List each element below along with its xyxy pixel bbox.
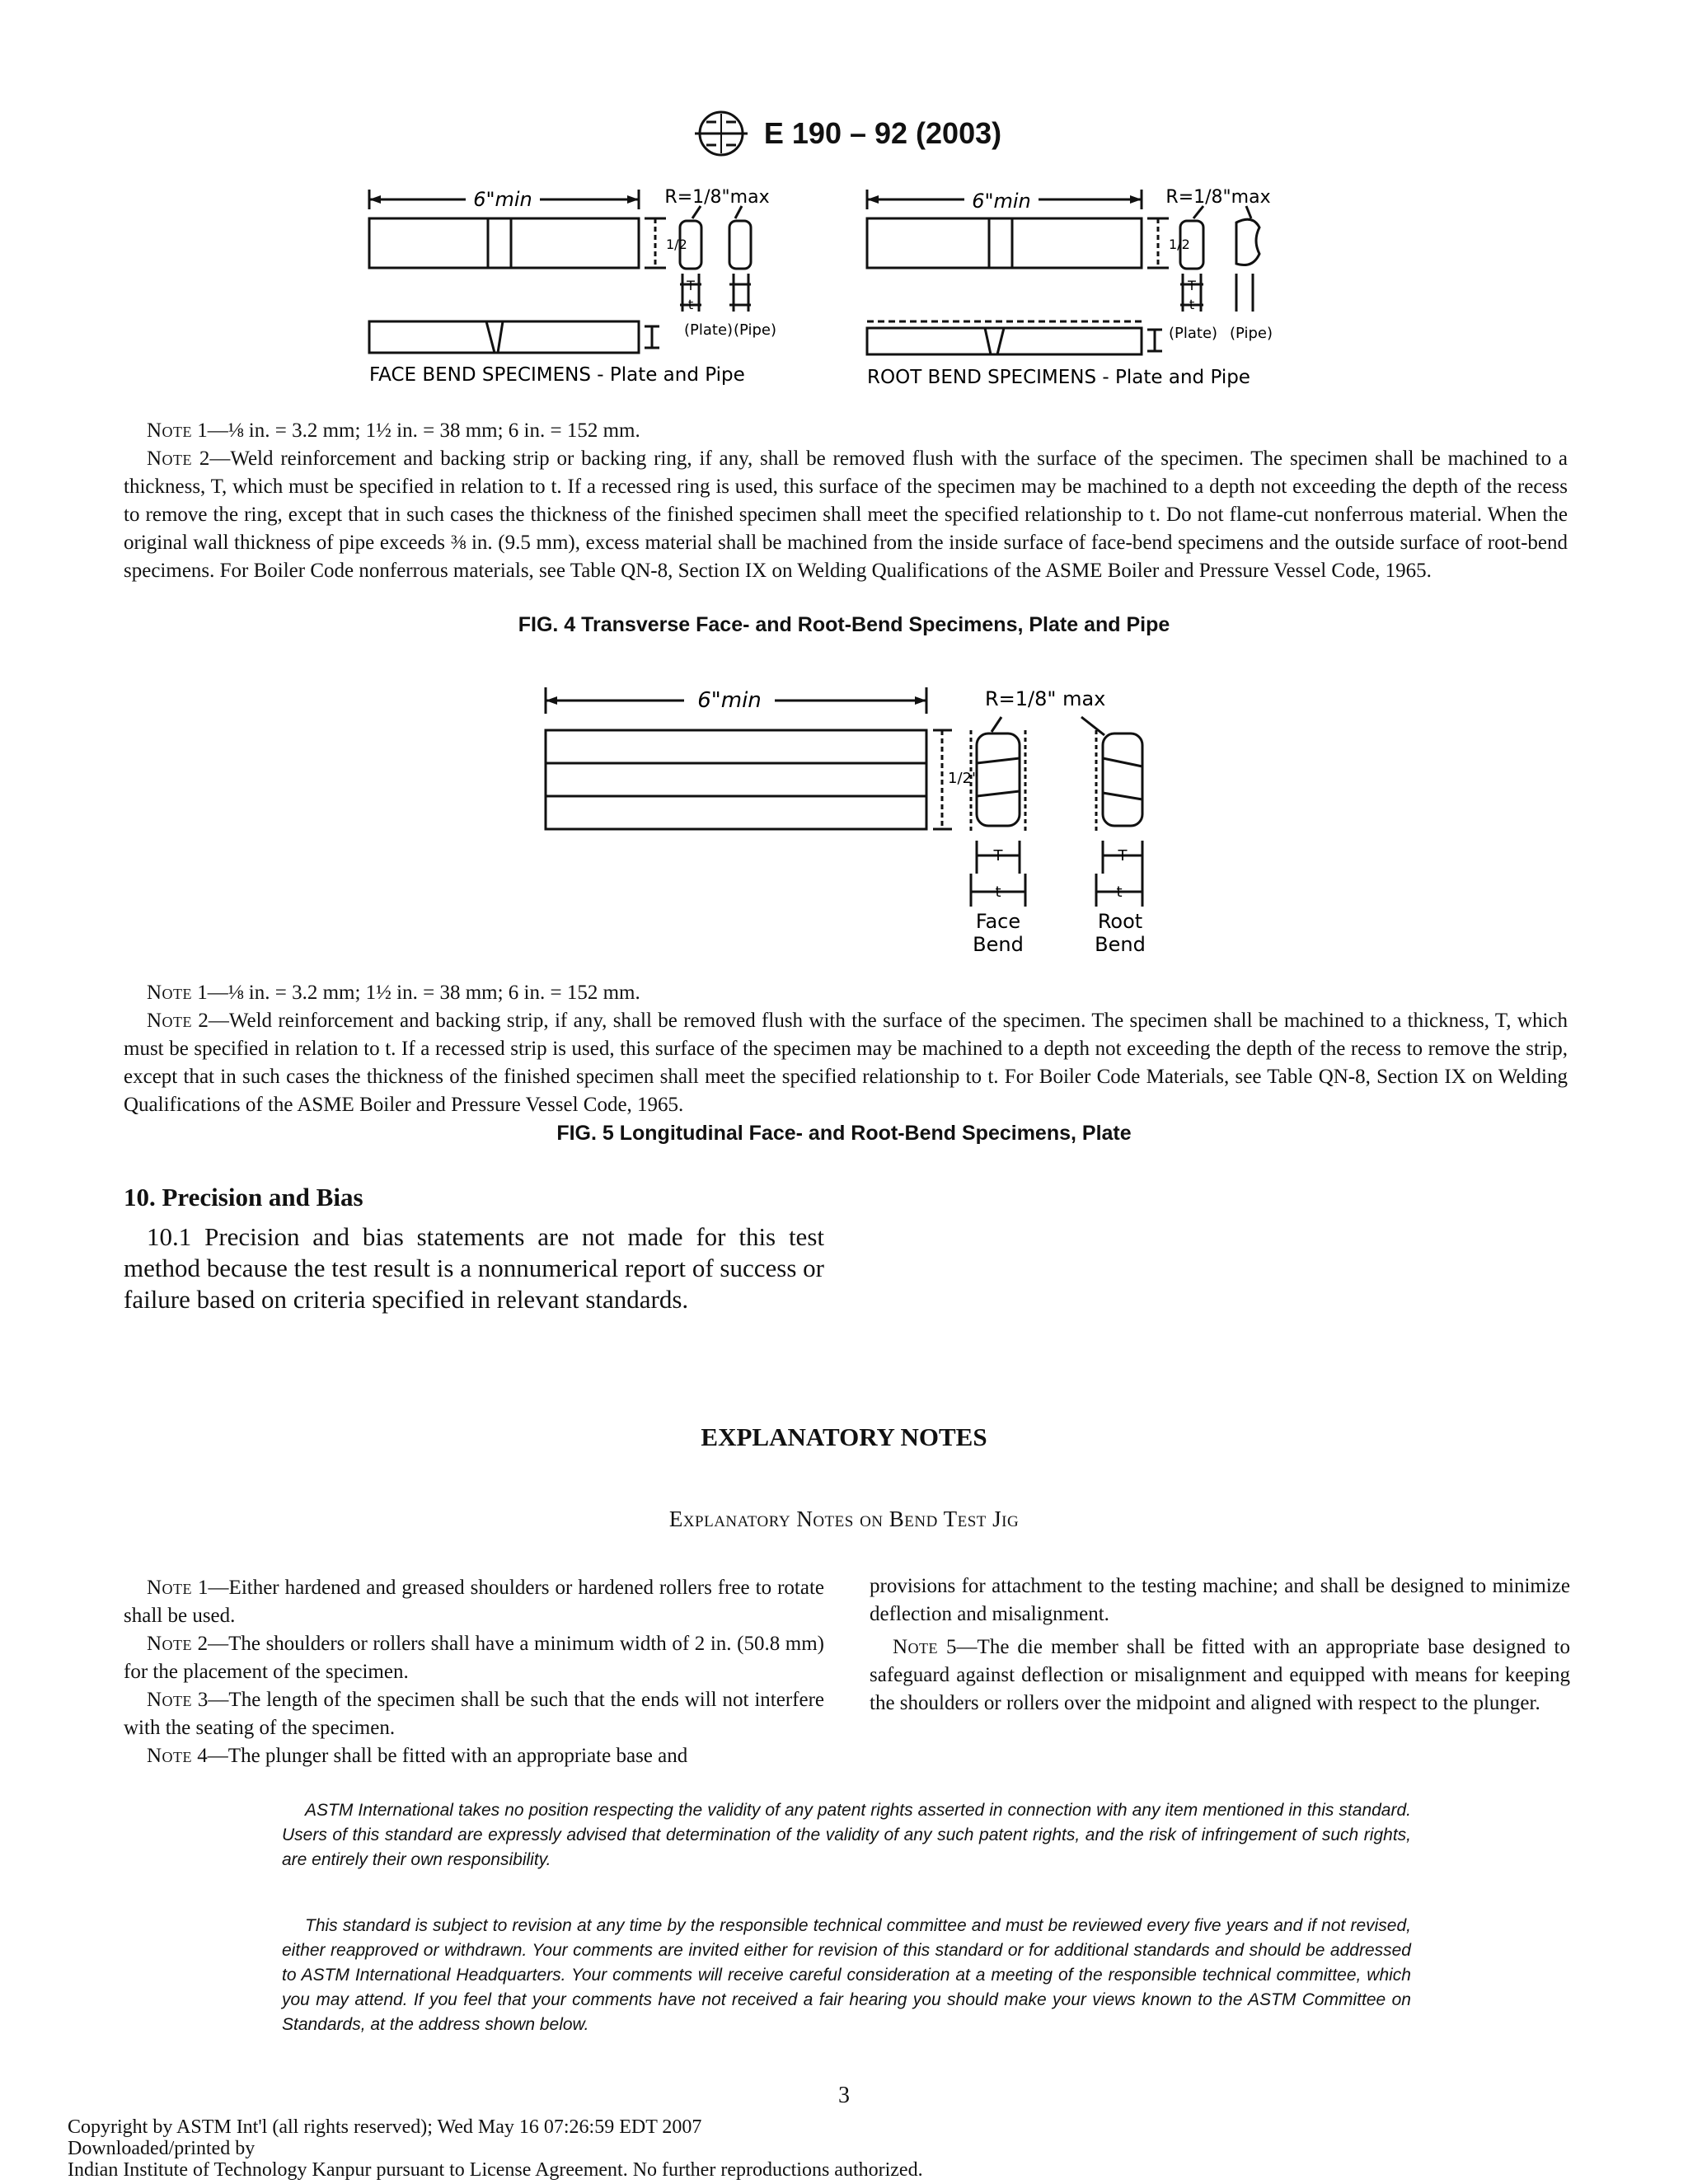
- disclaimer-revision-text: This standard is subject to revision at any time by the responsible technical committee and must be reviewed every five years and if not revised, either reapproved or withdrawn. Your comments are invited either for revision of this standard or for additional standards and should be addressed to ASTM International Headquarters. Your comments will receive careful consideration at a meeting of the responsible technical committee, which you may attend. If you feel that your comments have not received a fair hearing you should make your views known to the ASTM Committee on Standards, at the address shown below.: [282, 1916, 1411, 2034]
- explanatory-note-4-continued: provisions for attachment to the testing machine; and shall be designed to minimize deflection and misalignment.: [870, 1575, 1570, 1625]
- note-label: Note: [147, 419, 193, 442]
- section-10-1-paragraph: 10.1 Precision and bias statements are not made for this test method because the test result is a nonnumerical report of success or failure based on criteria specified in relevant standards.: [124, 1222, 824, 1314]
- page-header: [0, 109, 1688, 158]
- fig5-face-t-lower: t: [995, 883, 1001, 901]
- fig4-right-plate-label: (Plate): [1169, 325, 1218, 342]
- fig4-right-caption: ROOT BEND SPECIMENS - Plate and Pipe: [867, 367, 1250, 388]
- note-text: 1—⅛ in. = 3.2 mm; 1½ in. = 38 mm; 6 in. = 152 mm.: [192, 419, 640, 442]
- section-10-heading: 10. Precision and Bias: [124, 1183, 363, 1212]
- fig4-left-half-label: 1/2: [666, 237, 687, 252]
- page-number: 3: [838, 2083, 850, 2108]
- fig4-right-half-label: 1/2: [1169, 237, 1190, 252]
- explanatory-note-1: [124, 1574, 824, 1630]
- note-label: Note: [147, 982, 193, 1004]
- footer-copyright: Copyright by ASTM Int'l (all rights reserved); Wed May 16 07:26:59 EDT 2007: [68, 2116, 702, 2138]
- note-label: Note: [893, 1636, 939, 1658]
- explanatory-title: EXPLANATORY NOTES: [701, 1422, 987, 1451]
- astm-logo-icon: [687, 109, 756, 158]
- explanatory-note-4: [124, 1742, 824, 1770]
- fig5-note-2: [124, 1007, 1568, 1119]
- fig5-radius-label: R=1/8" max: [985, 687, 1106, 710]
- fig4-note-1: [124, 417, 1568, 445]
- explanatory-left-column: [124, 1574, 824, 1770]
- note-text: 1—⅛ in. = 3.2 mm; 1½ in. = 38 mm; 6 in. = 152 mm.: [192, 982, 640, 1004]
- explanatory-note-3: [124, 1686, 824, 1742]
- fig5-face-label: Face: [975, 910, 1021, 933]
- fig5-half-label: 1/2": [948, 770, 979, 787]
- fig5-drawing: [536, 676, 1162, 964]
- fig4-note-2: [124, 445, 1568, 585]
- fig4-right-radius-label: R=1/8"max: [1165, 187, 1271, 208]
- note-text: 5—The die member shall be fitted with an appropriate base designed to safeguard against deflection or misalignment and equipped with means for keeping the shoulders or rollers over the midpoint and aligned with respect to the plunger.: [870, 1636, 1570, 1714]
- fig4-left-plate-label: (Plate): [684, 321, 734, 339]
- fig5-root-t-upper: T: [1118, 847, 1128, 865]
- fig5-min-label: 6"min: [697, 688, 762, 713]
- fig5-caption: FIG. 5 Longitudinal Face- and Root-Bend Specimens, Plate: [556, 1122, 1132, 1145]
- note-text: 2—Weld reinforcement and backing strip, if any, shall be removed flush with the surface of the specimen. The specimen shall be machined to a thickness, T, which must be specified in relation to t. If a recessed strip is used, this surface of the specimen may be machined to a depth not exceeding the depth of the recess to remove the strip, except that in such cases the thickness of the finished specimen shall meet the specified relationship to t. For Boiler Code Materials, see Table QN-8, Section IX on Welding Qualifications of the ASME Boiler and Pressure Vessel Code, 1965.: [124, 1010, 1568, 1116]
- fig5-root-t-lower: t: [1116, 883, 1123, 901]
- fig4-left-radius-label: R=1/8"max: [664, 187, 770, 208]
- footer-license: Indian Institute of Technology Kanpur pursuant to License Agreement. No further reproductions authorized.: [68, 2159, 923, 2181]
- fig5-notes: [124, 979, 1568, 1119]
- fig4-notes: [124, 417, 1568, 585]
- explanatory-subtitle: Explanatory Notes on Bend Test Jig: [668, 1507, 1020, 1531]
- note-label: Note: [147, 1577, 193, 1599]
- fig5-face-t-upper: T: [993, 847, 1003, 865]
- fig5-root-label: Root: [1097, 910, 1143, 933]
- fig4-right-t-lower: t: [1189, 297, 1195, 312]
- explanatory-note-2: [124, 1630, 824, 1686]
- standard-designation: E 190 – 92 (2003): [763, 116, 1002, 150]
- note-text: 2—The shoulders or rollers shall have a minimum width of 2 in. (50.8 mm) for the placement of the specimen.: [124, 1633, 824, 1683]
- note-label: Note: [147, 1010, 193, 1032]
- note-label: Note: [147, 1689, 193, 1711]
- note-label: Note: [147, 1745, 193, 1767]
- fig4-drawing: [354, 181, 1343, 396]
- fig4-caption: FIG. 4 Transverse Face- and Root-Bend Specimens, Plate and Pipe: [518, 613, 1170, 636]
- fig4-left-t-upper: T: [687, 278, 695, 293]
- fig4-right-t-upper: T: [1188, 278, 1196, 293]
- note-label: Note: [147, 1633, 193, 1655]
- fig5-note-1: [124, 979, 1568, 1007]
- fig5-face-bend-label: Bend: [973, 933, 1024, 956]
- footer: [68, 2116, 923, 2181]
- note-text: 4—The plunger shall be fitted with an appropriate base and: [192, 1745, 688, 1767]
- note-label: Note: [147, 448, 193, 470]
- footer-downloaded: Downloaded/printed by: [68, 2138, 256, 2159]
- fig4-left-min-label: 6"min: [473, 188, 532, 211]
- note-text: 1—Either hardened and greased shoulders or hardened rollers free to rotate shall be used.: [124, 1577, 824, 1627]
- note-text: 3—The length of the specimen shall be such that the ends will not interfere with the seating of the specimen.: [124, 1689, 824, 1739]
- fig5-root-bend-label: Bend: [1095, 933, 1146, 956]
- disclaimer-patent-text: ASTM International takes no position respecting the validity of any patent rights asserted in connection with any item mentioned in this standard. Users of this standard are expressly advised that determination of the validity of any such patent rights, and the risk of infringement of such rights, are entirely their own responsibility.: [282, 1801, 1411, 1869]
- fig4-left-pipe-label: (Pipe): [734, 321, 777, 339]
- section-10-body: [124, 1221, 824, 1315]
- fig4-right-min-label: 6"min: [972, 190, 1031, 213]
- fig4-left-caption: FACE BEND SPECIMENS - Plate and Pipe: [369, 364, 745, 386]
- note-text: 2—Weld reinforcement and backing strip or backing ring, if any, shall be removed flush with the surface of the specimen. The specimen shall be machined to a thickness, T, which must be specified in relation to t. If a recessed ring is used, this surface of the specimen may be machined to a depth not exceeding the depth of the recess to remove the ring, except that in such cases the thickness of the finished specimen shall meet the specified relationship to t. Do not flame-cut nonferrous material. When the original wall thickness of pipe exceeds ⅜ in. (9.5 mm), excess material shall be machined from the inside surface of face-bend specimens and the outside surface of root-bend specimens. For Boiler Code nonferrous materials, see Table QN-8, Section IX on Welding Qualifications of the ASME Boiler and Pressure Vessel Code, 1965.: [124, 448, 1568, 582]
- explanatory-right-column: [870, 1572, 1570, 1718]
- fig4-left-t-lower: t: [687, 297, 694, 312]
- fig4-right-pipe-label: (Pipe): [1230, 325, 1273, 342]
- disclaimer-revision: [282, 1914, 1411, 2037]
- explanatory-note-5: [870, 1633, 1570, 1718]
- disclaimer-patent: [282, 1798, 1411, 1872]
